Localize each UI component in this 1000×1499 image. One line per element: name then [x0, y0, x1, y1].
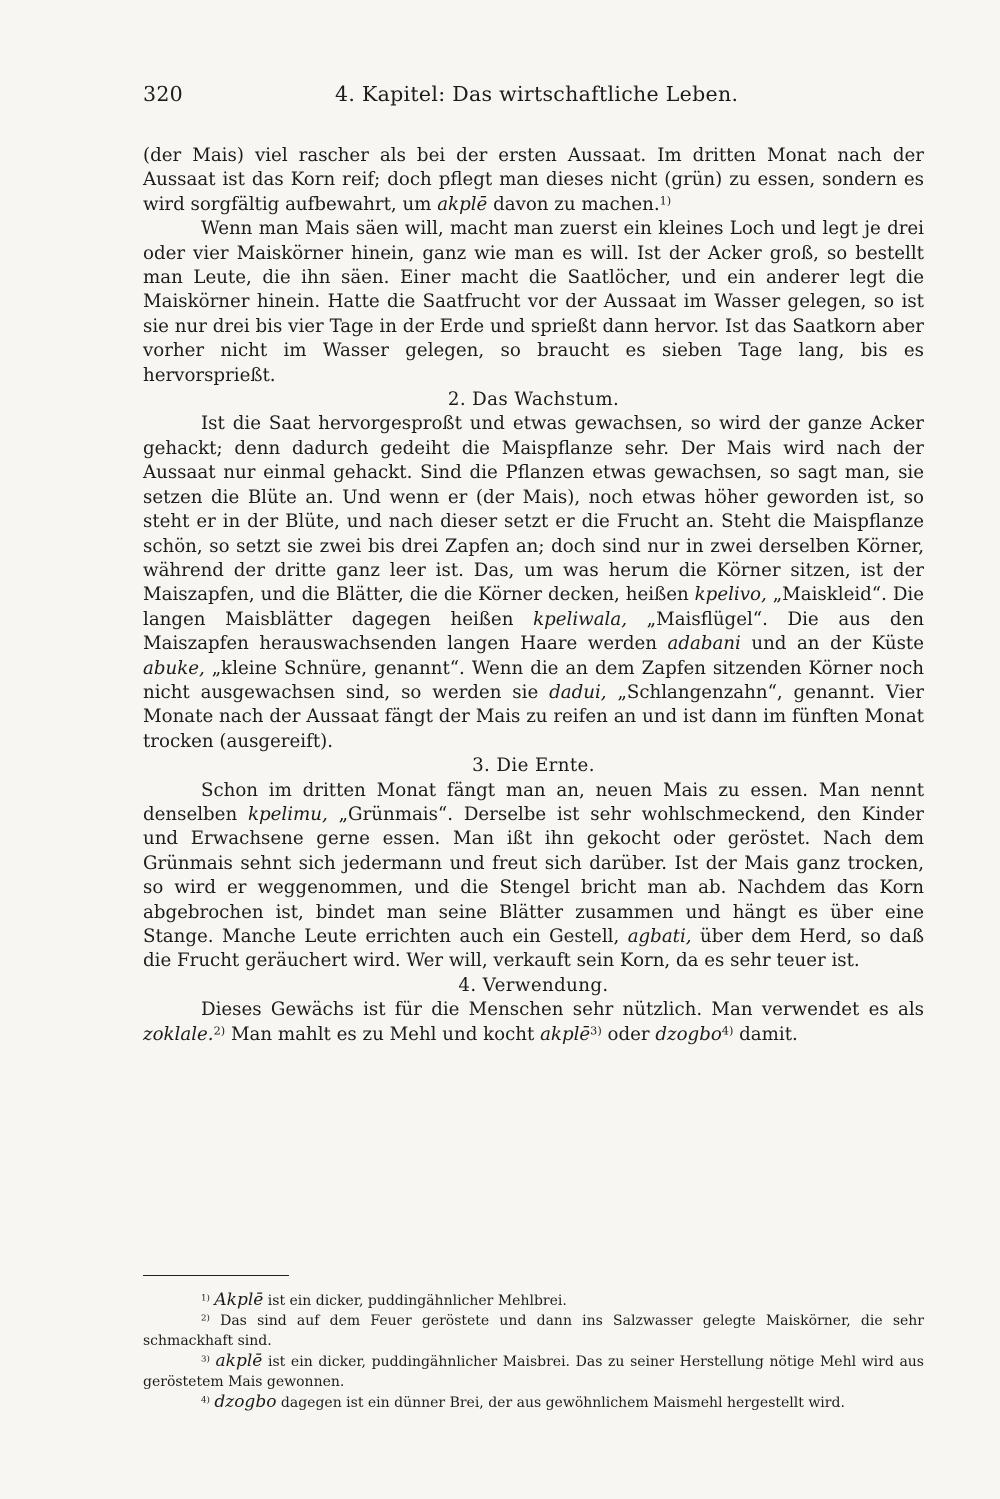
running-title: 4. Kapitel: Das wirtschaftliche Leben. [335, 82, 739, 106]
paragraph: Wenn man Mais säen will, macht man zuerst ein kleines Loch und legt je drei oder vier Maiskörner hinein, ganz wie man es will. Ist der Acker groß, so bestellt man Leute, die ihn säen. Einer macht die Saatlöcher, und ein anderer legt die Maiskörner hinein. Hatte die Saatfrucht vor der Aussaat im Wasser gelegen, so ist sie nur drei bis vier Tage in der Erde und sprießt dann hervor. Ist das Saatkorn aber vorher nicht im Wasser gelegen, so braucht es sieben Tage lang, bis es hervorsprießt. [143, 218, 924, 386]
native-term: akplē [540, 1023, 591, 1045]
footnote-divider [143, 1275, 289, 1276]
native-term: zoklale. [143, 1023, 214, 1045]
native-term: dzogbo [655, 1023, 722, 1045]
paragraph-continued: (der Mais) viel rascher als bei der ersten Aussaat. Im dritten Monat nach der Aussaat ist das Korn reif; doch pflegt man dieses nicht (grün) zu essen, sondern es wird sorgfältig aufbewahrt, um akplē davon zu machen.$^{1)}$ [143, 145, 924, 215]
footnote: $^{3)}$ akplē ist ein dicker, puddingähnlicher Maisbrei. Das zu seiner Herstellung nötige Mehl wird aus geröstetem Mais gewonnen. [143, 1351, 924, 1390]
paragraph: Ist die Saat hervorgesproßt und etwas gewachsen, so wird der ganze Acker gehackt; denn dadurch gedeiht die Maispflanze sehr. Der Mais wird nach der Aussaat nur einmal gehackt. Sind die Pflanzen etwas gewachsen, so sagt man, sie setzen die Blüte an. Und wenn er (der Mais), noch etwas höher geworden ist, so steht er in der Blüte, und nach dieser setzt er die Frucht an. Steht die Maispflanze schön, so setzt sie zwei bis drei Zapfen an; doch sind nur in zwei derselben Körner, während der dritte ganz leer ist. Das, um was herum die Körner sitzen, ist der Maiszapfen, und die Blätter, die die Körner decken, heißen kpelivo, „Maiskleid“. Die langen Maisblätter dagegen heißen kpeliwala, „Maisflügel“. Die aus den Maiszapfen herauswachsenden langen Haare werden adabani und an der Küste abuke, „kleine Schnüre, genannt“. Wenn die an dem Zapfen sitzenden Körner noch nicht ausgewachsen sind, so werden sie dadui, „Schlangenzahn“, genannt. Vier Monate nach der Aussaat fängt der Mais zu reifen an und ist dann im fünften Monat trocken (ausgereift). [143, 413, 925, 752]
native-term: agbati, [627, 926, 692, 947]
native-term: kpeliwala, [533, 608, 627, 630]
native-term: abuke, [143, 657, 205, 679]
paragraph: Schon im dritten Monat fängt man an, neuen Mais zu essen. Man nennt denselben kpelimu, „Grünmais“. Derselbe ist sehr wohlschmeckend, den Kinder und Erwachsene gerne essen. Man ißt ihn gekocht oder geröstet. Nach dem Grünmais sehnt sich jedermann und freut sich darüber. Ist der Mais ganz trocken, so wird er weggenommen, und die Stengel bricht man ab. Nachdem das Korn abgebrochen ist, bindet man seine Blätter zusammen und hängt es über eine Stange. Manche Leute errichten auch ein Gestell, agbati, über dem Herd, so daß die Frucht geräuchert wird. Wer will, verkauft sein Korn, da es sehr teuer ist. [143, 779, 925, 972]
paragraph: Dieses Gewächs ist für die Menschen sehr nützlich. Man verwendet es als zoklale.$^{2)}$ Man mahlt es zu Mehl und kocht akplē$^{3)}$ oder dzogbo$^{4)}$ damit. [143, 999, 924, 1045]
footnote-ref: 2) [213, 1023, 226, 1037]
page-number: 320 [143, 82, 184, 106]
section-heading-ernte: 3. Die Ernte. [472, 755, 595, 777]
footnote-ref: 1) [659, 194, 672, 208]
native-term: akplē [437, 193, 488, 215]
footnote: $^{2)}$ Das sind auf dem Feuer geröstete und dann ins Salzwasser gelegte Maiskörner, die sehr schmackhaft sind. [143, 1313, 924, 1349]
native-term: dadui, [549, 681, 607, 703]
section-heading-verwendung: 4. Verwendung. [458, 974, 609, 996]
native-term: kpelimu, [247, 803, 328, 825]
footnote: $^{1)}$ Akplē ist ein dicker, puddingähnlicher Mehlbrei. [201, 1290, 567, 1310]
footnote-ref: 3) [590, 1023, 602, 1037]
footnotes [143, 1290, 924, 1413]
footnote-ref: 4) [721, 1023, 734, 1037]
native-term: adabani [667, 633, 741, 655]
main-text [143, 144, 924, 1047]
footnote: $^{4)}$ dzogbo dagegen ist ein dünner Brei, der aus gewöhnlichem Maismehl hergestellt wird. [201, 1392, 845, 1412]
section-heading-wachstum: 2. Das Wachstum. [447, 389, 620, 411]
native-term: kpelivo, [694, 584, 767, 606]
